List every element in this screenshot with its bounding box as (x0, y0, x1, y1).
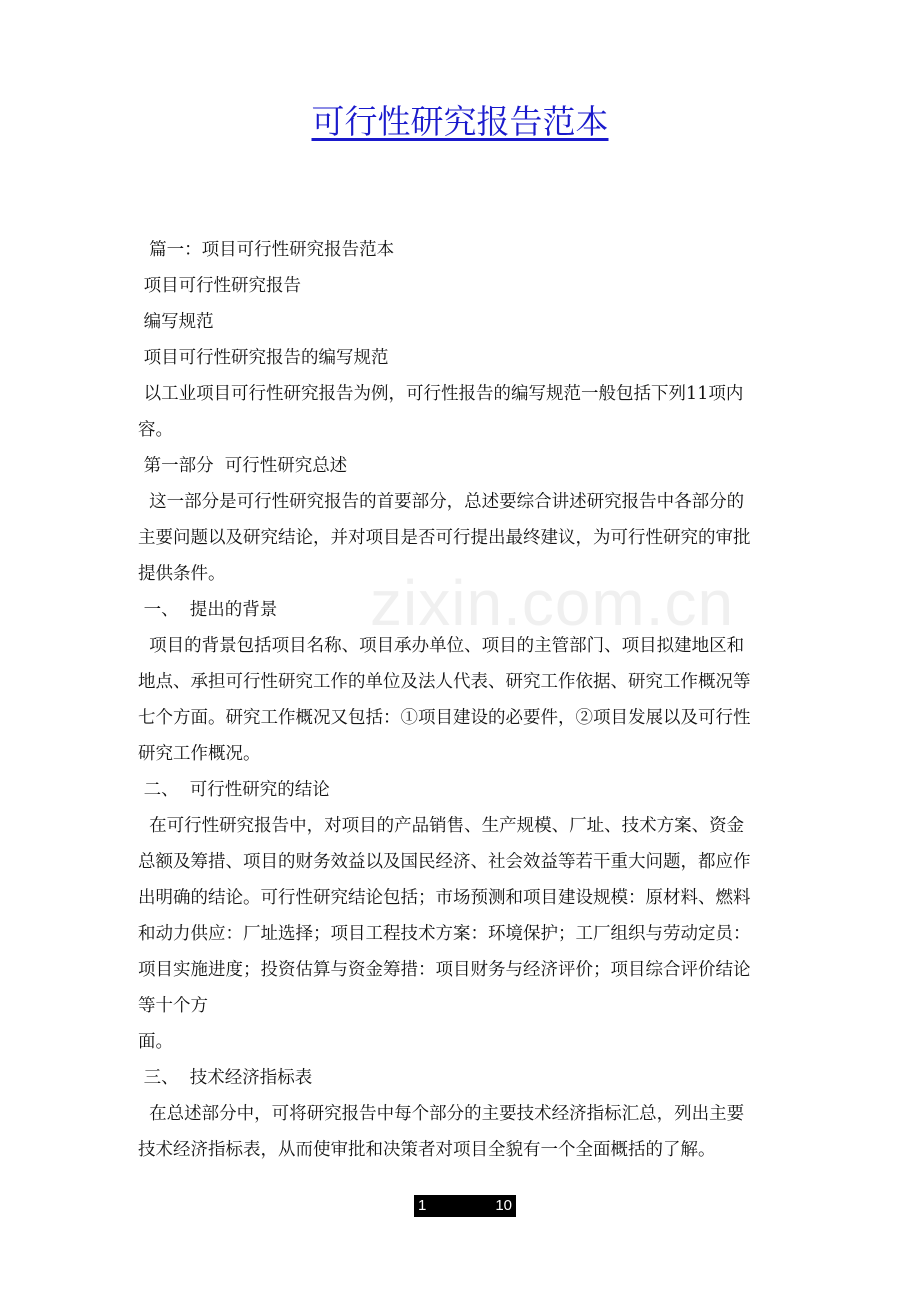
text-line: 面。 (138, 1032, 173, 1052)
text-line: 编写规范 (138, 312, 214, 332)
document-body (138, 232, 790, 1168)
title-link[interactable]: 可行性研究报告范本 (311, 102, 609, 141)
text-line: 等十个方 (138, 996, 208, 1016)
text-line: 主要问题以及研究结论，并对项目是否可行提出最终建议，为可行性研究的审批 (138, 528, 751, 548)
text-line: 三、 技术经济指标表 (138, 1068, 313, 1088)
text-line: 项目的背景包括项目名称、项目承办单位、项目的主管部门、项目拟建地区和 (138, 636, 745, 656)
text-line: 一、 提出的背景 (138, 600, 278, 620)
text-line: 二、 可行性研究的结论 (138, 780, 330, 800)
text-line: 这一部分是可行性研究报告的首要部分，总述要综合讲述研究报告中各部分的 (138, 492, 745, 512)
text-line: 项目可行性研究报告 (138, 276, 302, 296)
text-line: 出明确的结论。可行性研究结论包括；市场预测和项目建设规模：原材料、燃料 (138, 888, 751, 908)
text-line: 以工业项目可行性研究报告为例，可行性报告的编写规范一般包括下列11项内 (138, 384, 744, 404)
text-line: 研究工作概况。 (138, 744, 261, 764)
text-line: 容。 (138, 420, 173, 440)
text-line: 篇一：项目可行性研究报告范本 (138, 240, 395, 260)
page-indicator (414, 1195, 516, 1217)
watermark: zixin.com.cn (370, 567, 735, 639)
text-line: 在可行性研究报告中，对项目的产品销售、生产规模、厂址、技术方案、资金 (138, 816, 745, 836)
text-line: 地点、承担可行性研究工作的单位及法人代表、研究工作依据、研究工作概况等 (138, 672, 751, 692)
text-line: 七个方面。研究工作概况又包括：①项目建设的必要件，②项目发展以及可行性 (138, 708, 751, 728)
total-pages: 10 (495, 1197, 512, 1214)
text-line: 在总述部分中，可将研究报告中每个部分的主要技术经济指标汇总，列出主要 (138, 1104, 745, 1124)
current-page-number: 1 (418, 1197, 427, 1214)
document-title (0, 98, 920, 146)
text-line: 总额及筹措、项目的财务效益以及国民经济、社会效益等若干重大问题，都应作 (138, 852, 751, 872)
text-line: 和动力供应：厂址选择；项目工程技术方案：环境保护；工厂组织与劳动定员： (138, 924, 751, 944)
text-line: 技术经济指标表，从而使审批和决策者对项目全貌有一个全面概括的了解。 (138, 1140, 716, 1160)
text-line: 项目实施进度；投资估算与资金筹措：项目财务与经济评价；项目综合评价结论 (138, 960, 751, 980)
text-line: 提供条件。 (138, 564, 226, 584)
text-line: 第一部分 可行性研究总述 (138, 456, 348, 476)
text-line: 项目可行性研究报告的编写规范 (138, 348, 389, 368)
